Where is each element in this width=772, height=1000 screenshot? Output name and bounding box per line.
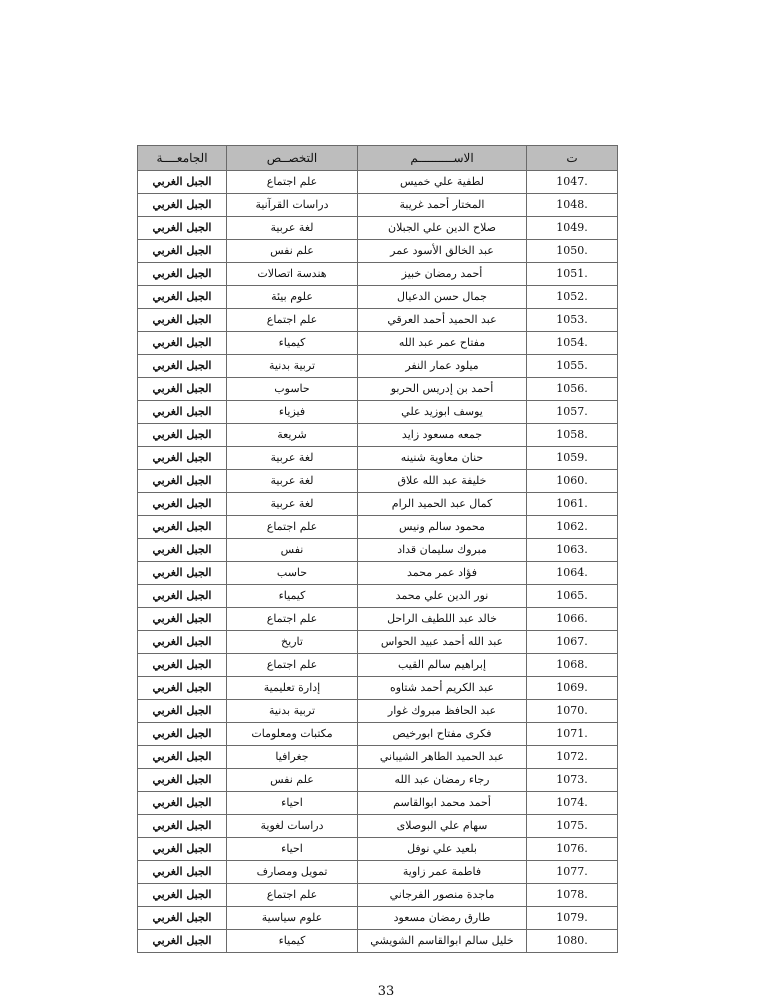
- cell-number: 1077.: [527, 861, 618, 884]
- cell-university: الجبل الغربي: [138, 470, 227, 493]
- cell-name: سهام علي البوصلاى: [358, 815, 527, 838]
- cell-name: طارق رمضان مسعود: [358, 907, 527, 930]
- cell-specialization: علم اجتماع: [227, 309, 358, 332]
- cell-number: 1060.: [527, 470, 618, 493]
- cell-number: 1062.: [527, 516, 618, 539]
- cell-university: الجبل الغربي: [138, 677, 227, 700]
- table-row: [138, 746, 618, 769]
- table-row: [138, 424, 618, 447]
- header-number: ت: [527, 146, 618, 171]
- table-row: [138, 861, 618, 884]
- cell-number: 1053.: [527, 309, 618, 332]
- table-row: [138, 286, 618, 309]
- cell-name: لطفية علي خميس: [358, 171, 527, 194]
- cell-university: الجبل الغربي: [138, 861, 227, 884]
- cell-specialization: علوم سياسية: [227, 907, 358, 930]
- cell-name: محمود سالم ونيس: [358, 516, 527, 539]
- cell-specialization: حاسوب: [227, 378, 358, 401]
- cell-specialization: علم اجتماع: [227, 516, 358, 539]
- cell-university: الجبل الغربي: [138, 884, 227, 907]
- cell-specialization: تربية بدنية: [227, 700, 358, 723]
- table-row: [138, 171, 618, 194]
- cell-number: 1050.: [527, 240, 618, 263]
- cell-name: عبد الحافظ مبروك غوار: [358, 700, 527, 723]
- table-row: [138, 378, 618, 401]
- cell-university: الجبل الغربي: [138, 631, 227, 654]
- table-row: [138, 585, 618, 608]
- cell-number: 1076.: [527, 838, 618, 861]
- cell-specialization: تمويل ومصارف: [227, 861, 358, 884]
- cell-name: جمال حسن الدعيال: [358, 286, 527, 309]
- cell-number: 1071.: [527, 723, 618, 746]
- cell-university: الجبل الغربي: [138, 286, 227, 309]
- cell-name: خليل سالم ابوالقاسم الشويشي: [358, 930, 527, 953]
- cell-specialization: حاسب: [227, 562, 358, 585]
- cell-number: 1068.: [527, 654, 618, 677]
- cell-number: 1069.: [527, 677, 618, 700]
- cell-university: الجبل الغربي: [138, 769, 227, 792]
- table-row: [138, 332, 618, 355]
- cell-number: 1055.: [527, 355, 618, 378]
- table-row: [138, 470, 618, 493]
- cell-name: عبد الله أحمد عبيد الحواس: [358, 631, 527, 654]
- cell-university: الجبل الغربي: [138, 562, 227, 585]
- table-row: [138, 240, 618, 263]
- cell-name: عبد الكريم أحمد شتاوه: [358, 677, 527, 700]
- cell-number: 1065.: [527, 585, 618, 608]
- cell-specialization: لغة عربية: [227, 447, 358, 470]
- cell-specialization: علوم بيئة: [227, 286, 358, 309]
- cell-number: 1048.: [527, 194, 618, 217]
- cell-university: الجبل الغربي: [138, 815, 227, 838]
- cell-name: مبروك سليمان قداد: [358, 539, 527, 562]
- header-university: الجامعــــة: [138, 146, 227, 171]
- cell-university: الجبل الغربي: [138, 838, 227, 861]
- cell-number: 1054.: [527, 332, 618, 355]
- table-row: [138, 815, 618, 838]
- cell-university: الجبل الغربي: [138, 516, 227, 539]
- cell-university: الجبل الغربي: [138, 907, 227, 930]
- cell-university: الجبل الغربي: [138, 930, 227, 953]
- cell-university: الجبل الغربي: [138, 332, 227, 355]
- table-row: [138, 309, 618, 332]
- cell-university: الجبل الغربي: [138, 585, 227, 608]
- cell-university: الجبل الغربي: [138, 700, 227, 723]
- cell-number: 1079.: [527, 907, 618, 930]
- table-row: [138, 493, 618, 516]
- cell-number: 1066.: [527, 608, 618, 631]
- table-header: [138, 146, 618, 171]
- cell-number: 1072.: [527, 746, 618, 769]
- cell-specialization: علم نفس: [227, 769, 358, 792]
- cell-name: نور الدين علي محمد: [358, 585, 527, 608]
- cell-name: عبد الحميد أحمد العرقي: [358, 309, 527, 332]
- cell-university: الجبل الغربي: [138, 171, 227, 194]
- graduates-table: [137, 145, 618, 953]
- table-row: [138, 608, 618, 631]
- cell-specialization: احياء: [227, 792, 358, 815]
- cell-university: الجبل الغربي: [138, 723, 227, 746]
- table-row: [138, 217, 618, 240]
- cell-university: الجبل الغربي: [138, 401, 227, 424]
- cell-name: حنان معاوية شنينه: [358, 447, 527, 470]
- cell-specialization: تربية بدنية: [227, 355, 358, 378]
- cell-university: الجبل الغربي: [138, 424, 227, 447]
- cell-name: ماجدة منصور الفرجاني: [358, 884, 527, 907]
- table-row: [138, 700, 618, 723]
- table-row: [138, 539, 618, 562]
- cell-university: الجبل الغربي: [138, 240, 227, 263]
- cell-specialization: لغة عربية: [227, 217, 358, 240]
- cell-university: الجبل الغربي: [138, 355, 227, 378]
- cell-university: الجبل الغربي: [138, 792, 227, 815]
- cell-name: رجاء رمضان عبد الله: [358, 769, 527, 792]
- cell-specialization: لغة عربية: [227, 470, 358, 493]
- cell-number: 1067.: [527, 631, 618, 654]
- cell-name: ميلود عمار النفر: [358, 355, 527, 378]
- cell-number: 1078.: [527, 884, 618, 907]
- header-specialization: التخصــص: [227, 146, 358, 171]
- cell-name: عبد الخالق الأسود عمر: [358, 240, 527, 263]
- cell-name: يوسف ابوزيد علي: [358, 401, 527, 424]
- cell-specialization: احياء: [227, 838, 358, 861]
- cell-name: فاطمة عمر زاوية: [358, 861, 527, 884]
- cell-number: 1061.: [527, 493, 618, 516]
- cell-name: أحمد رمضان خبيز: [358, 263, 527, 286]
- cell-name: فكرى مفتاح ابورخيص: [358, 723, 527, 746]
- cell-number: 1073.: [527, 769, 618, 792]
- table-body: [138, 171, 618, 953]
- cell-university: الجبل الغربي: [138, 217, 227, 240]
- cell-specialization: كيمياء: [227, 332, 358, 355]
- cell-specialization: كيمياء: [227, 585, 358, 608]
- cell-university: الجبل الغربي: [138, 263, 227, 286]
- cell-university: الجبل الغربي: [138, 447, 227, 470]
- table-row: [138, 677, 618, 700]
- cell-specialization: علم اجتماع: [227, 884, 358, 907]
- cell-name: أحمد بن إدريس الحربو: [358, 378, 527, 401]
- cell-name: بلعيد علي نوفل: [358, 838, 527, 861]
- cell-number: 1047.: [527, 171, 618, 194]
- cell-number: 1064.: [527, 562, 618, 585]
- cell-specialization: نفس: [227, 539, 358, 562]
- cell-specialization: شريعة: [227, 424, 358, 447]
- cell-university: الجبل الغربي: [138, 194, 227, 217]
- cell-number: 1070.: [527, 700, 618, 723]
- cell-university: الجبل الغربي: [138, 539, 227, 562]
- cell-name: خليفة عبد الله علاق: [358, 470, 527, 493]
- table-row: [138, 631, 618, 654]
- table-row: [138, 516, 618, 539]
- page-number: 33: [377, 984, 395, 999]
- cell-number: 1056.: [527, 378, 618, 401]
- cell-university: الجبل الغربي: [138, 654, 227, 677]
- cell-specialization: علم نفس: [227, 240, 358, 263]
- cell-number: 1049.: [527, 217, 618, 240]
- table-row: [138, 263, 618, 286]
- cell-specialization: كيمياء: [227, 930, 358, 953]
- cell-name: عبد الحميد الطاهر الشيباني: [358, 746, 527, 769]
- table-row: [138, 930, 618, 953]
- cell-name: المختار أحمد غريبة: [358, 194, 527, 217]
- header-name: الاســــــــــم: [358, 146, 527, 171]
- cell-name: فؤاد عمر محمد: [358, 562, 527, 585]
- table-row: [138, 792, 618, 815]
- table-row: [138, 884, 618, 907]
- cell-specialization: فيزياء: [227, 401, 358, 424]
- cell-university: الجبل الغربي: [138, 608, 227, 631]
- table-row: [138, 355, 618, 378]
- cell-name: جمعه مسعود زايد: [358, 424, 527, 447]
- cell-name: كمال عبد الحميد الرام: [358, 493, 527, 516]
- cell-specialization: لغة عربية: [227, 493, 358, 516]
- table-row: [138, 723, 618, 746]
- cell-number: 1075.: [527, 815, 618, 838]
- table-row: [138, 194, 618, 217]
- cell-specialization: علم اجتماع: [227, 654, 358, 677]
- cell-name: خالد عبد اللطيف الراحل: [358, 608, 527, 631]
- cell-number: 1059.: [527, 447, 618, 470]
- cell-specialization: علم اجتماع: [227, 171, 358, 194]
- table-row: [138, 769, 618, 792]
- table-row: [138, 654, 618, 677]
- cell-name: إبراهيم سالم القيب: [358, 654, 527, 677]
- cell-university: الجبل الغربي: [138, 493, 227, 516]
- cell-name: أحمد محمد ابوالقاسم: [358, 792, 527, 815]
- cell-number: 1052.: [527, 286, 618, 309]
- header-row: [138, 146, 618, 171]
- cell-specialization: هندسة اتصالات: [227, 263, 358, 286]
- cell-specialization: دراسات القرآنية: [227, 194, 358, 217]
- cell-specialization: دراسات لغوية: [227, 815, 358, 838]
- cell-name: مفتاح عمر عبد الله: [358, 332, 527, 355]
- cell-number: 1080.: [527, 930, 618, 953]
- cell-number: 1063.: [527, 539, 618, 562]
- cell-number: 1051.: [527, 263, 618, 286]
- cell-number: 1057.: [527, 401, 618, 424]
- table-row: [138, 401, 618, 424]
- cell-university: الجبل الغربي: [138, 378, 227, 401]
- cell-number: 1058.: [527, 424, 618, 447]
- cell-specialization: علم اجتماع: [227, 608, 358, 631]
- cell-specialization: مكتبات ومعلومات: [227, 723, 358, 746]
- cell-university: الجبل الغربي: [138, 309, 227, 332]
- table-row: [138, 447, 618, 470]
- table-row: [138, 838, 618, 861]
- cell-specialization: جغرافيا: [227, 746, 358, 769]
- cell-specialization: إدارة تعليمية: [227, 677, 358, 700]
- table-row: [138, 562, 618, 585]
- table-row: [138, 907, 618, 930]
- cell-university: الجبل الغربي: [138, 746, 227, 769]
- cell-number: 1074.: [527, 792, 618, 815]
- cell-specialization: تاريخ: [227, 631, 358, 654]
- cell-name: صلاح الدين علي الجبلان: [358, 217, 527, 240]
